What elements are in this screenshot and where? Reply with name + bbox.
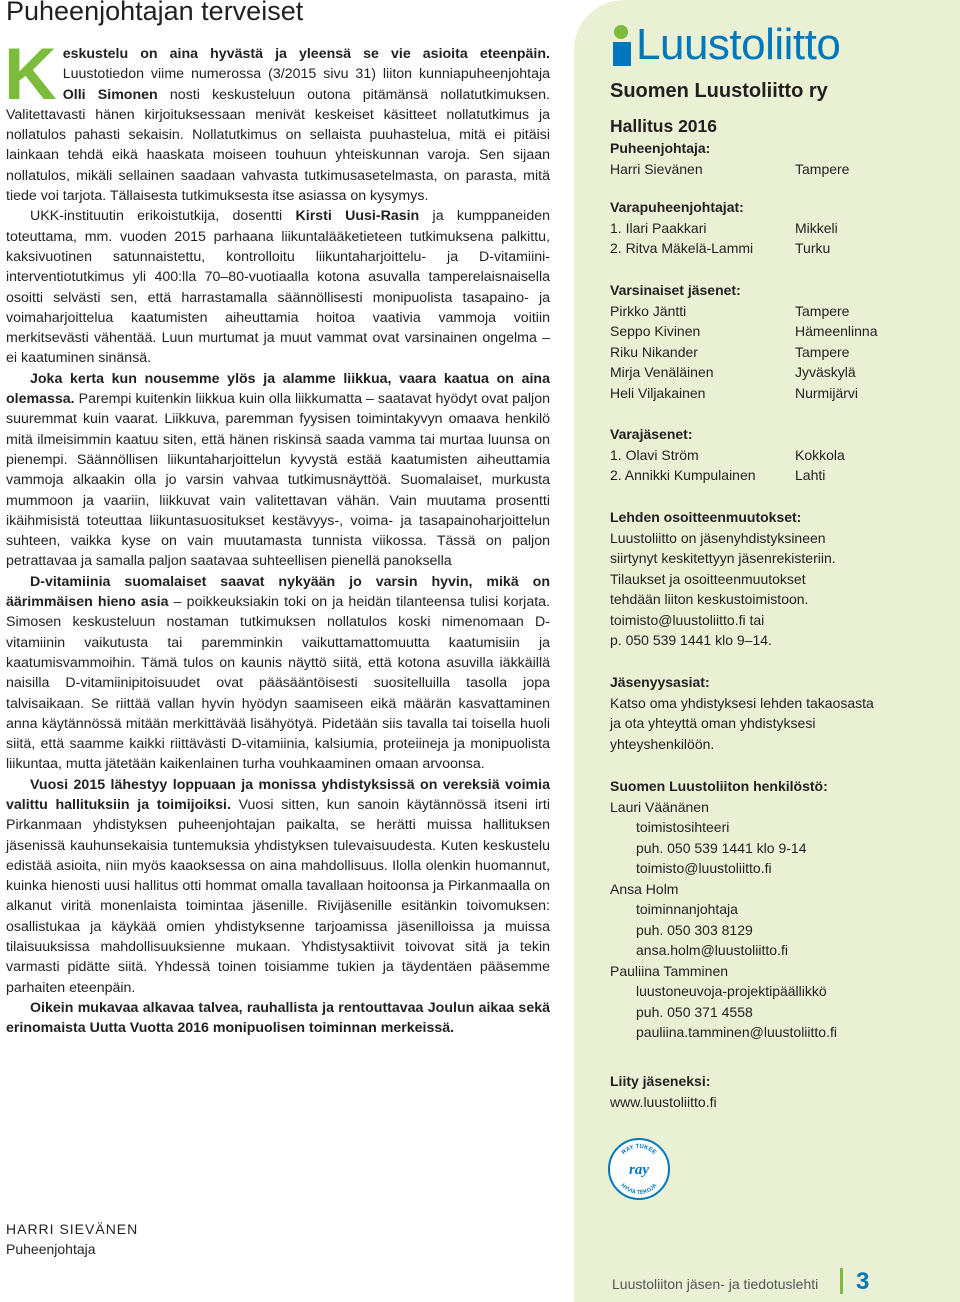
chair-label: Puheenjohtaja: [610,140,711,156]
staff-label: Suomen Luustoliiton henkilöstö: [610,778,828,794]
address-line: p. 050 539 1441 klo 9–14. [610,632,772,648]
article-paragraph: D-vitamiinia suomalaiset saavat nykyään jo varsin hyvin, mikä on äärimmäisen hieno asia – poikkeuksiakin toki on ja heidän tilanteensa tulisi korjata. Simosen keskusteluun nostaman tutkimuksen nollatulos koski nimenomaan D-vitamiinin vaikutusta tai paremminkin vaikuttamattomuutta kaatumisiin ja kaatumisvammoihin. Tämä tulos on kaunis näyttö siitä, että kotona asuvilla iäkkäillä naisilla D-vitamiinipitoisuudet ovat pääsääntöisesti suositelluilla tasolla jopa talvisaikaan. Se riittää vallan hyvin hyödyn saamiseen eikä määrän kasvattaminen anna käytännössä mitään merkittävää lisähyötyä. Pidetään siis tavalla tai toisella huoli siitä, että saamme kaikki riittävästi D-vitamiinia, kalsiumia, proteiineja ja monipuolista liikuntaa, mutta jätetään kaikenlainen turha vouhkaaminen omaan arvoonsa. [6,573,550,773]
join-section [610,1071,910,1112]
board-row: 2. Ritva Mäkelä-Lammi Turku [610,240,831,256]
article-paragraph: Oikein mukavaa alkavaa talvea, rauhallista ja rentouttavaa Joulun aikaa sekä erinomaista Uutta Vuotta 2016 monipuolisen toiminnan merkeissä. [6,999,550,1037]
membership-label: Jäsenyysasiat: [610,674,710,690]
deputies-label: Varajäsenet: [610,426,693,442]
ray-top-text: RAY TUKEE [621,1143,657,1157]
membership-line: ja ota yhteyttä oman yhdistyksesi [610,715,816,731]
members-label: Varsinaiset jäsenet: [610,282,741,298]
staff-name: Pauliina Tamminen [610,962,729,979]
membership-line: yhteyshenkilöön. [610,735,715,752]
website-link[interactable]: www.luustoliitto.fi [610,1093,717,1110]
staff-email-link[interactable]: toimisto@luustoliitto.fi [636,860,772,876]
board-row: Pirkko Jäntti Tampere [610,302,850,319]
staff-name: Lauri Väänänen [610,798,709,815]
board-section [610,114,910,179]
staff-title: luustoneuvoja-projektipäällikkö [636,983,827,999]
membership-line: Katso oma yhdistyksesi lehden takaosasta [610,694,874,711]
ray-badge-icon [608,1138,670,1200]
membership-section [610,672,910,754]
staff-title: toimistosihteeri [636,819,730,835]
members-section [610,280,910,403]
page-number: 3 [856,1268,870,1295]
signature-role: Puheenjohtaja [6,1241,96,1257]
staff-phone: puh. 050 371 4558 [636,1003,753,1020]
article-paragraph: UKK-instituutin erikoistutkija, dosentti Kirsti Uusi-Rasin ja kumppaneiden toteuttama, mm. vuoden 2015 parhaana liikuntalääketieteen tutkimuksena palkittu, kaksivuotinen satunnaistettu, kontrolloitu liikuntaharjoittelu- ja D-vitamiini-interventiotutkimus yli 400:lla 70–80-vuotiaalla kotona asuvalla tamperelaisnaisella osoitti selvästi sen, että harrastamalla säännöllisesti monipuolista tasapaino- ja voimaharjoittelua kaatumisten aiheuttamia hoitoa vaativia vammoja voitiin merkitsevästi vähentää. Luun murtumat ja muut vammat ovat varsinainen ongelma – ei kaatuminen sinänsä. [6,208,550,367]
board-title: Hallitus 2016 [610,116,717,136]
article-body [4,34,550,1039]
address-line: siirtynyt keskitettyyn jäsenrekisteriin. [610,550,836,566]
signature-name: HARRI SIEVÄNEN [6,1221,139,1237]
vice-label: Varapuheenjohtajat: [610,199,744,215]
article-paragraph: Vuosi 2015 lähestyy loppuaan ja monissa yhdistyksissä on vereksiä voimia valittu hallituksiin ja toimijoiksi. Vuosi sitten, kun sanoin käytännössä itseni irti Pirkanmaan yhdistyksen puheenjohtajan paikalta, se herätti muissa hallituksen jäsenissä kauhunsekaisia tuntemuksia yhdistyksen tulevaisuudesta. Kuten keskustelu edistää asioita, niin myös kaaoksessa on aina mahdollisuus. Ilolla olenkin huomannut, kuinka hienosti uusi hallitus otti hommat omalla tavallaan hoitoonsa ja Pirkanmaalla on alkanut viritä monenlaista toimintaa jäsenille. Rivijäsenille esitänkin toivomuksen: osallistukaa ja käykää omien yhdistyksenne tarjoamissa jäsenilloissa ja muissa tilaisuuksissa mahdollisuuksienne mukaan. Yhdistysaktiivit toivovat sitä ja tekin varmasti pidätte siitä. Yhdessä toinen toisiamme tukien ja täydentäen pääsemme parhaiten eteenpäin. [6,776,550,996]
staff-title: toiminnanjohtaja [636,901,738,917]
board-row: Harri Sievänen Tampere [610,160,850,177]
board-row: 1. Olavi Ström Kokkola [610,446,845,463]
join-label: Liity jäseneksi: [610,1073,711,1089]
deputies-section [610,424,910,486]
logo-text: Luustoliitto [636,20,841,69]
board-row: Mirja Venäläinen Jyväskylä [610,364,856,380]
drop-cap: K [4,34,57,115]
footer-text: Luustoliiton jäsen- ja tiedotuslehti [612,1276,819,1292]
ray-mid-text: ray [629,1162,649,1178]
staff-name: Ansa Holm [610,880,679,897]
article-paragraph: Joka kerta kun nousemme ylös ja alamme liikkua, vaara kaatua on aina olemassa. Parempi kuitenkin liikkua kuin olla liikkumatta – saatavat hyödyt ovat paljon suuremmat kuin vaarat. Liikkuva, paremman fyysisen toimintakyvyn omaava henkilö mitä ilmeisimmin kaatuu siten, että hänen riskinsä saada vamma tai murtaa luunsa on pienempi. Säännöllisen liikuntaharjoittelun kyvystä estää kaatumisten aiheuttamia vammoja alkaakin olla jo varsin vahvaa tutkimusnäyttöä. Suomalaiset, murkusta mummoon ja vaariin, liikkuvat vain valitettavan vähän. Vain muutama prosentti ikäihmisistä toteuttaa liikuntasuositukset kestävyys-, voima- ja tasapainoharjoittelun suhteen, vaikka kyse on vain muutamasta tunnista viikossa. Tässä on paljon petrattavaa ja samalla paljon saatavaa suhteellisen pienellä panoksella [6,370,550,570]
board-row: Riku Nikander Tampere [610,343,850,360]
staff-email-link[interactable]: pauliina.tamminen@luustoliitto.fi [636,1024,837,1040]
address-line: tehdään liiton keskustoimistoon. [610,591,809,607]
signature [6,1219,138,1259]
address-line: Tilaukset ja osoitteenmuutokset [610,570,806,587]
org-name: Suomen Luustoliitto ry [610,80,828,102]
page-title: Puheenjohtajan terveiset [6,0,304,26]
address-line: Luustoliitto on jäsenyhdistyksineen [610,529,826,546]
address-label: Lehden osoitteenmuutokset: [610,509,802,525]
board-row: 2. Annikki Kumpulainen Lahti [610,467,826,483]
page-number-divider [840,1268,843,1294]
board-row: Seppo Kivinen Hämeenlinna [610,323,878,339]
staff-email-link[interactable]: ansa.holm@luustoliitto.fi [636,942,788,958]
board-row: 1. Ilari Paakkari Mikkeli [610,219,838,236]
staff-section [610,776,910,1043]
staff-phone: puh. 050 539 1441 klo 9-14 [636,839,807,856]
vice-section [610,197,910,259]
article-paragraph: Keskustelu on aina hyvästä ja yleensä se vie asioita eteenpäin. Luustotiedon viime numerossa (3/2015 sivu 31) liiton kunniapuheenjohtaja Olli Simonen nosti keskusteluun outona pitämänsä nollatutkimuksen. Valitettavasti hänen kirjoituksessaan menivät keskeiset käsitteet nollatutkimus ja nollatulos pahasti sekaisin. Nollatutkimus on sellaista puuhastelua, mitä ei pitäisi lainkaan tehdä eikä haaskata moiseen touhuun yhteiskunnan varoja. Sen sijaan nollatulos, mikäli sellainen saadaan vahvasta tutkimusasetelmasta, on parasta, mitä tiede voi tarjota. Tällaisesta tutkimuksesta itse asiassa on kysymys. [4,34,550,205]
staff-phone: puh. 050 303 8129 [636,921,753,938]
board-row: Heli Viljakainen Nurmijärvi [610,384,858,401]
ray-bottom-text: HYVIÄ TEKOJA [619,1182,659,1197]
email-link[interactable]: toimisto@luustoliitto.fi tai [610,611,765,628]
address-section [610,507,910,651]
